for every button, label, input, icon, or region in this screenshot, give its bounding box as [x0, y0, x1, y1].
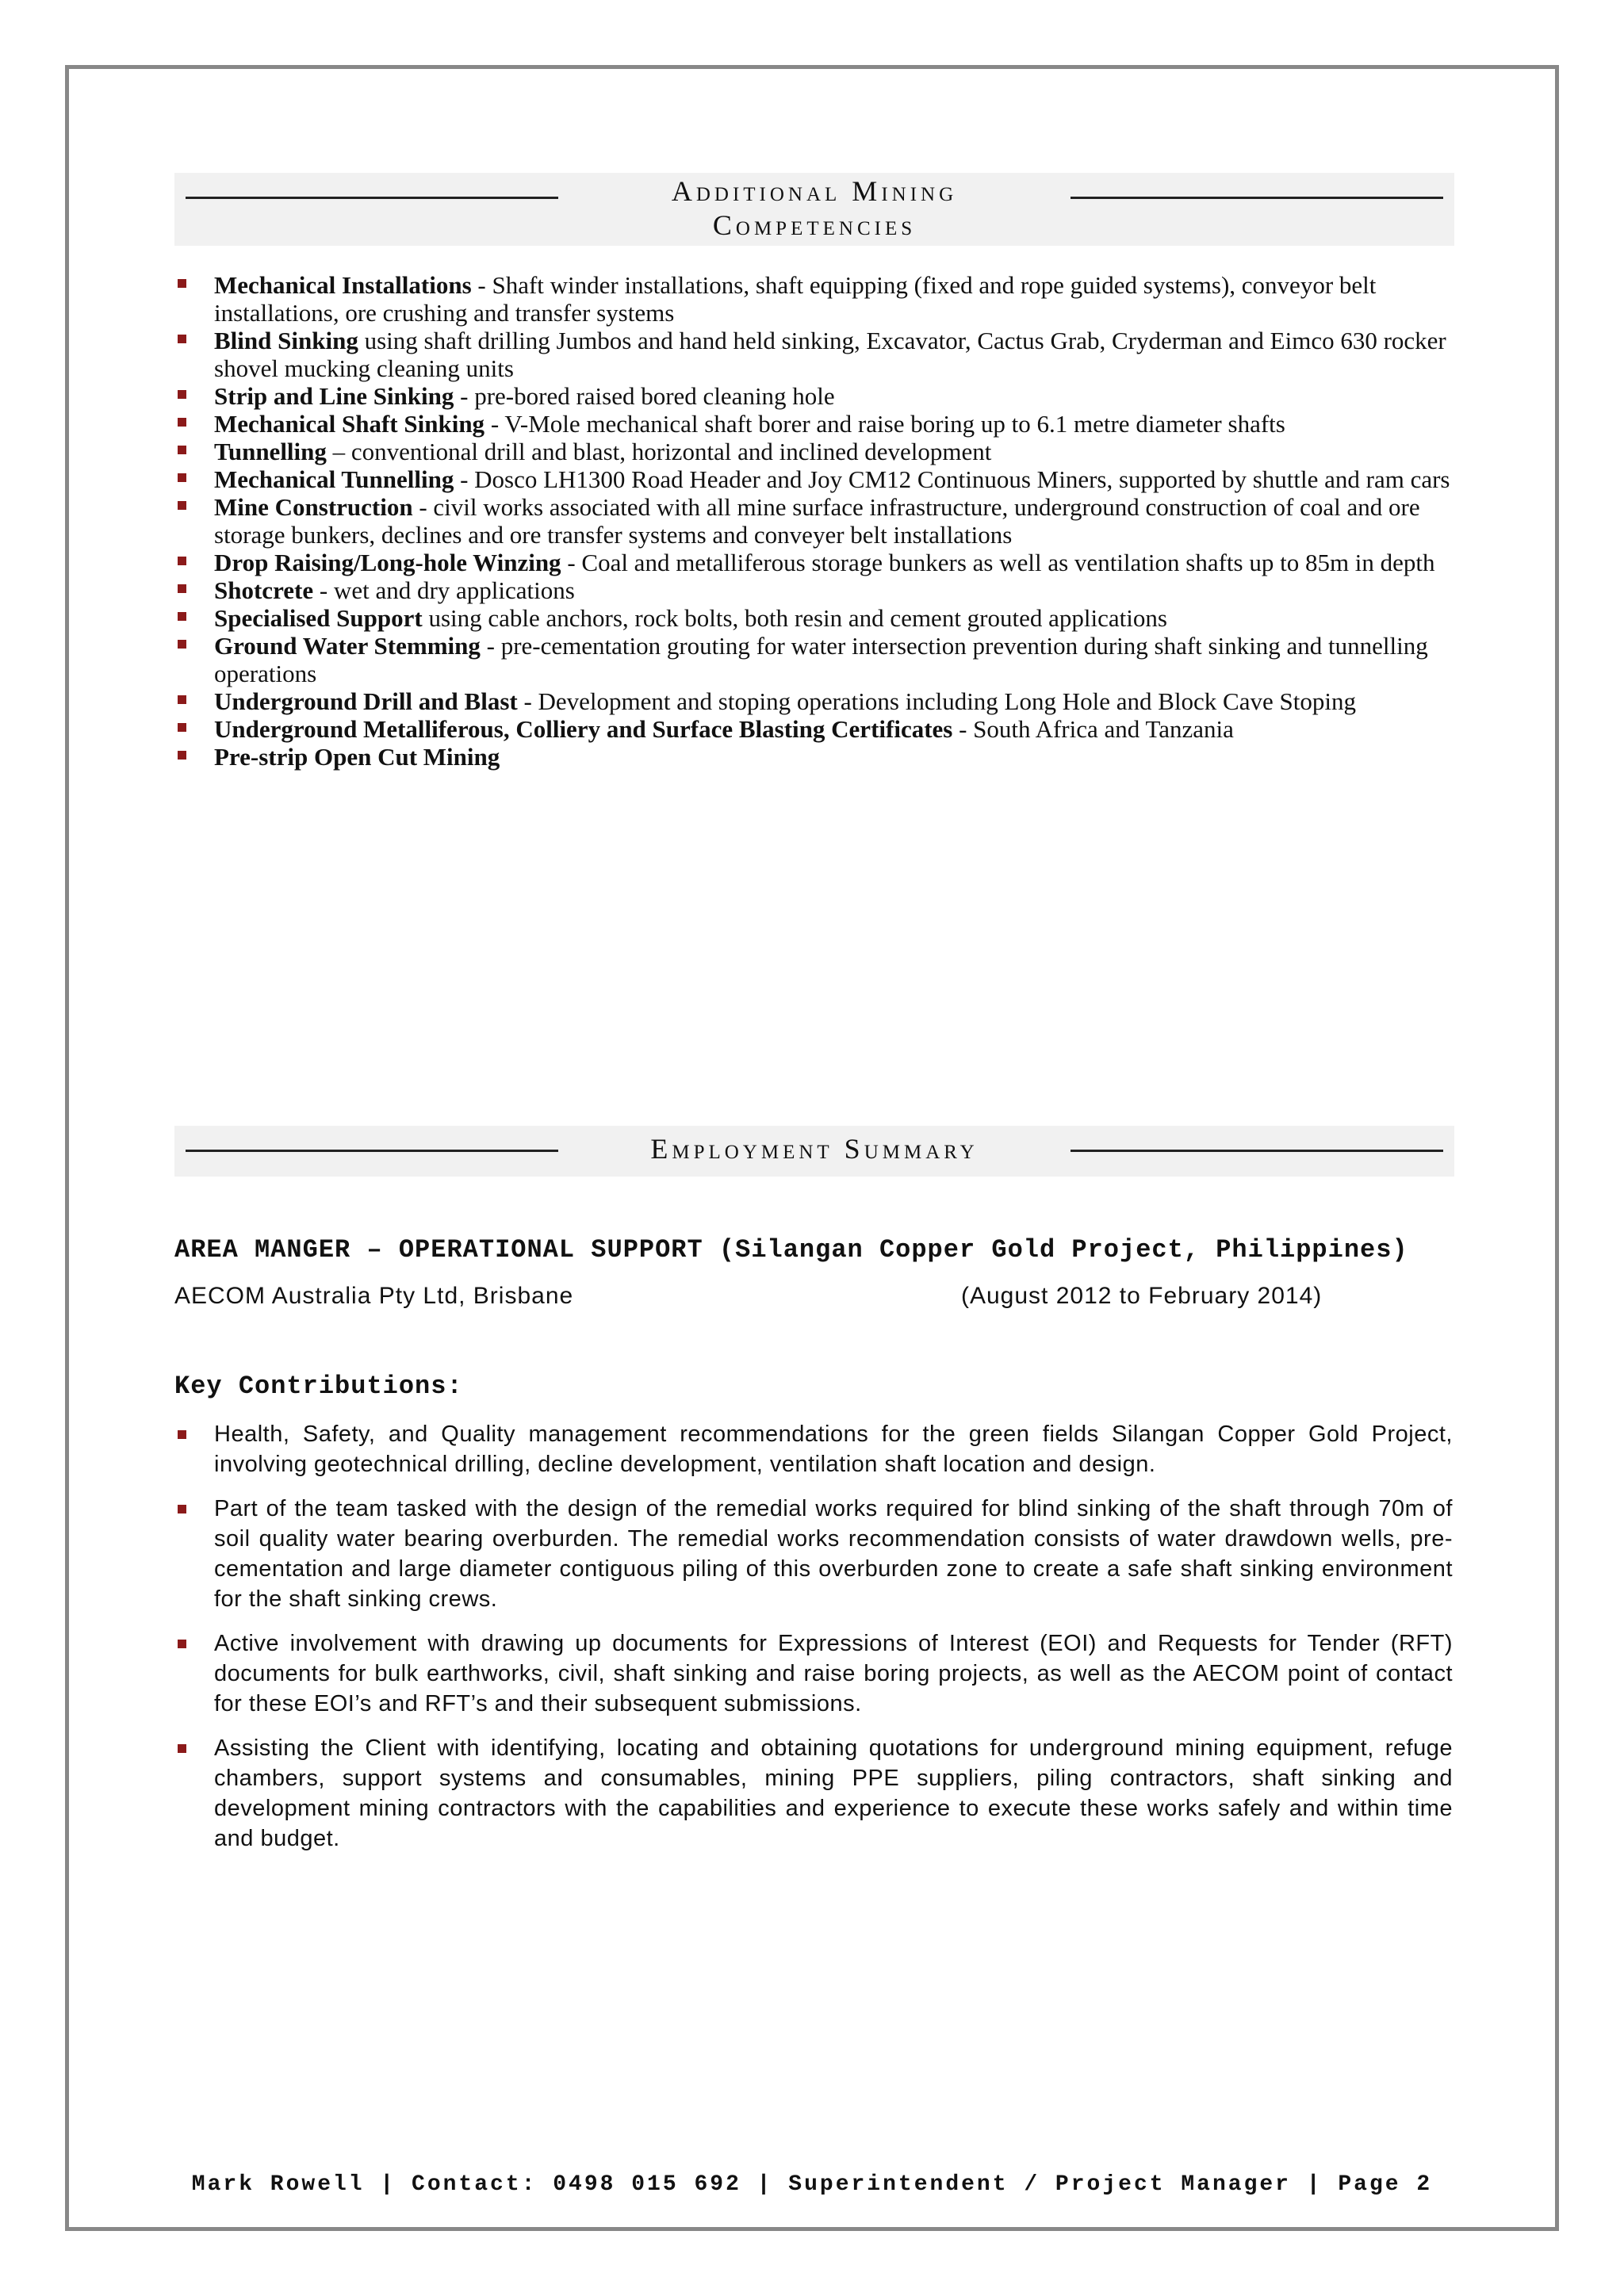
- competency-term: Mechanical Shaft Sinking: [214, 410, 485, 438]
- bullet-icon: [178, 473, 186, 482]
- competency-item: [174, 465, 1459, 493]
- competency-item: [174, 410, 1459, 438]
- competency-term: Underground Drill and Blast: [214, 687, 518, 715]
- contribution-text: Health, Safety, and Quality management recommendations for the green fields Silangan Copper Gold Project, involving geotechnical drilling, decline development, ventilation shaft location and design.: [214, 1422, 1453, 1477]
- contribution-item: [174, 1494, 1453, 1614]
- employment-title: Employment Summary: [650, 1133, 979, 1165]
- competency-item: [174, 576, 1459, 604]
- competency-term: Tunnelling: [214, 438, 327, 465]
- bullet-icon: [178, 418, 186, 427]
- employment-header: [174, 1126, 1454, 1177]
- competencies-title-line2: Competencies: [712, 209, 917, 242]
- bullet-icon: [178, 1430, 186, 1439]
- competency-text: using shaft drilling Jumbos and hand held sinking, Excavator, Cactus Grab, Cryderman and Eimco 630 rocker shovel mucking cleaning units: [214, 327, 1446, 382]
- competency-term: Mechanical Installations: [214, 271, 472, 299]
- bullet-icon: [178, 723, 186, 732]
- bullet-icon: [178, 1744, 186, 1753]
- competency-text: - civil works associated with all mine surface infrastructure, underground construction of coal and ore storage bunkers, declines and ore transfer systems and conveyer belt installations: [214, 493, 1420, 549]
- competencies-list: [174, 271, 1459, 771]
- competency-item: [174, 743, 1459, 771]
- competency-term: Ground Water Stemming: [214, 632, 481, 660]
- job-title: AREA MANGER – OPERATIONAL SUPPORT (Silangan Copper Gold Project, Philippines): [174, 1235, 1408, 1265]
- competency-item: [174, 382, 1459, 410]
- competency-text: - Coal and metalliferous storage bunkers as well as ventilation shafts up to 85m in depth: [561, 549, 1435, 576]
- bullet-icon: [178, 557, 186, 565]
- competency-text: – conventional drill and blast, horizontal and inclined development: [326, 438, 992, 465]
- competency-item: [174, 271, 1459, 327]
- competency-text: - Shaft winder installations, shaft equipping (fixed and rope guided systems), conveyor belt installations, ore crushing and transfer systems: [214, 271, 1377, 327]
- competency-item: [174, 438, 1459, 465]
- page-footer: Mark Rowell | Contact: 0498 015 692 | Superintendent / Project Manager | Page 2: [191, 2172, 1433, 2197]
- competency-text: - Development and stoping operations including Long Hole and Block Cave Stoping: [517, 687, 1356, 715]
- contribution-item: [174, 1733, 1453, 1854]
- competency-term: Drop Raising/Long-hole Winzing: [214, 549, 561, 576]
- contribution-text: Part of the team tasked with the design of the remedial works required for blind sinking of the shaft through 70m of soil quality water bearing overburden. The remedial works recommendation consists of water drawdown wells, pre-cementation and large diameter contiguous piling of this overburden zone to create a safe shaft sinking environment for the shaft sinking crews.: [214, 1496, 1453, 1612]
- competency-item: [174, 604, 1459, 632]
- competency-item: [174, 687, 1459, 715]
- competency-term: Specialised Support: [214, 604, 423, 632]
- competency-text: - Dosco LH1300 Road Header and Joy CM12 Continuous Miners, supported by shuttle and ram cars: [454, 465, 1450, 493]
- contribution-item: [174, 1628, 1453, 1719]
- competency-item: [174, 549, 1459, 576]
- contribution-text: Active involvement with drawing up documents for Expressions of Interest (EOI) and Requests for Tender (RFT) documents for bulk earthworks, civil, shaft sinking and raise boring projects, as well as the AECOM point of contact for these EOI’s and RFT’s and their subsequent submissions.: [214, 1631, 1453, 1716]
- bullet-icon: [178, 390, 186, 399]
- employer-name: AECOM Australia Pty Ltd, Brisbane: [174, 1283, 574, 1309]
- bullet-icon: [178, 335, 186, 343]
- bullet-icon: [178, 279, 186, 288]
- key-contributions-heading: Key Contributions:: [174, 1372, 463, 1401]
- employer-line: [174, 1283, 1459, 1310]
- competencies-title: [174, 174, 1454, 243]
- bullet-icon: [178, 695, 186, 704]
- competency-term: Shotcrete: [214, 576, 314, 604]
- bullet-icon: [178, 584, 186, 593]
- contributions-list: [174, 1419, 1453, 1868]
- competency-term: Pre-strip Open Cut Mining: [214, 743, 500, 771]
- employment-dates: (August 2012 to February 2014): [961, 1283, 1323, 1309]
- competencies-title-line1: Additional Mining: [671, 175, 958, 207]
- competency-term: Underground Metalliferous, Colliery and Surface Blasting Certificates: [214, 715, 953, 743]
- bullet-icon: [178, 501, 186, 510]
- contribution-item: [174, 1419, 1453, 1479]
- competency-text: - wet and dry applications: [313, 576, 575, 604]
- bullet-icon: [178, 640, 186, 649]
- competency-text: - V-Mole mechanical shaft borer and raise boring up to 6.1 metre diameter shafts: [485, 410, 1285, 438]
- competency-text: - pre-cementation grouting for water intersection prevention during shaft sinking and tunnelling operations: [214, 632, 1428, 687]
- competencies-header: [174, 173, 1454, 246]
- competency-term: Mine Construction: [214, 493, 413, 521]
- competency-term: Strip and Line Sinking: [214, 382, 454, 410]
- competency-term: Blind Sinking: [214, 327, 358, 354]
- competency-item: [174, 715, 1459, 743]
- competency-item: [174, 493, 1459, 549]
- competency-item: [174, 327, 1459, 382]
- competency-text: - pre-bored raised bored cleaning hole: [454, 382, 835, 410]
- bullet-icon: [178, 1505, 186, 1513]
- competency-text: using cable anchors, rock bolts, both resin and cement grouted applications: [422, 604, 1167, 632]
- bullet-icon: [178, 751, 186, 760]
- competency-term: Mechanical Tunnelling: [214, 465, 454, 493]
- contribution-text: Assisting the Client with identifying, locating and obtaining quotations for underground mining equipment, refuge chambers, support systems and consumables, mining PPE suppliers, piling contractors, shaft sinking and development mining contractors with the capabilities and experience to execute these works safely and within time and budget.: [214, 1735, 1453, 1851]
- competency-text: - South Africa and Tanzania: [952, 715, 1234, 743]
- bullet-icon: [178, 612, 186, 621]
- bullet-icon: [178, 1640, 186, 1648]
- bullet-icon: [178, 446, 186, 454]
- competency-item: [174, 632, 1459, 687]
